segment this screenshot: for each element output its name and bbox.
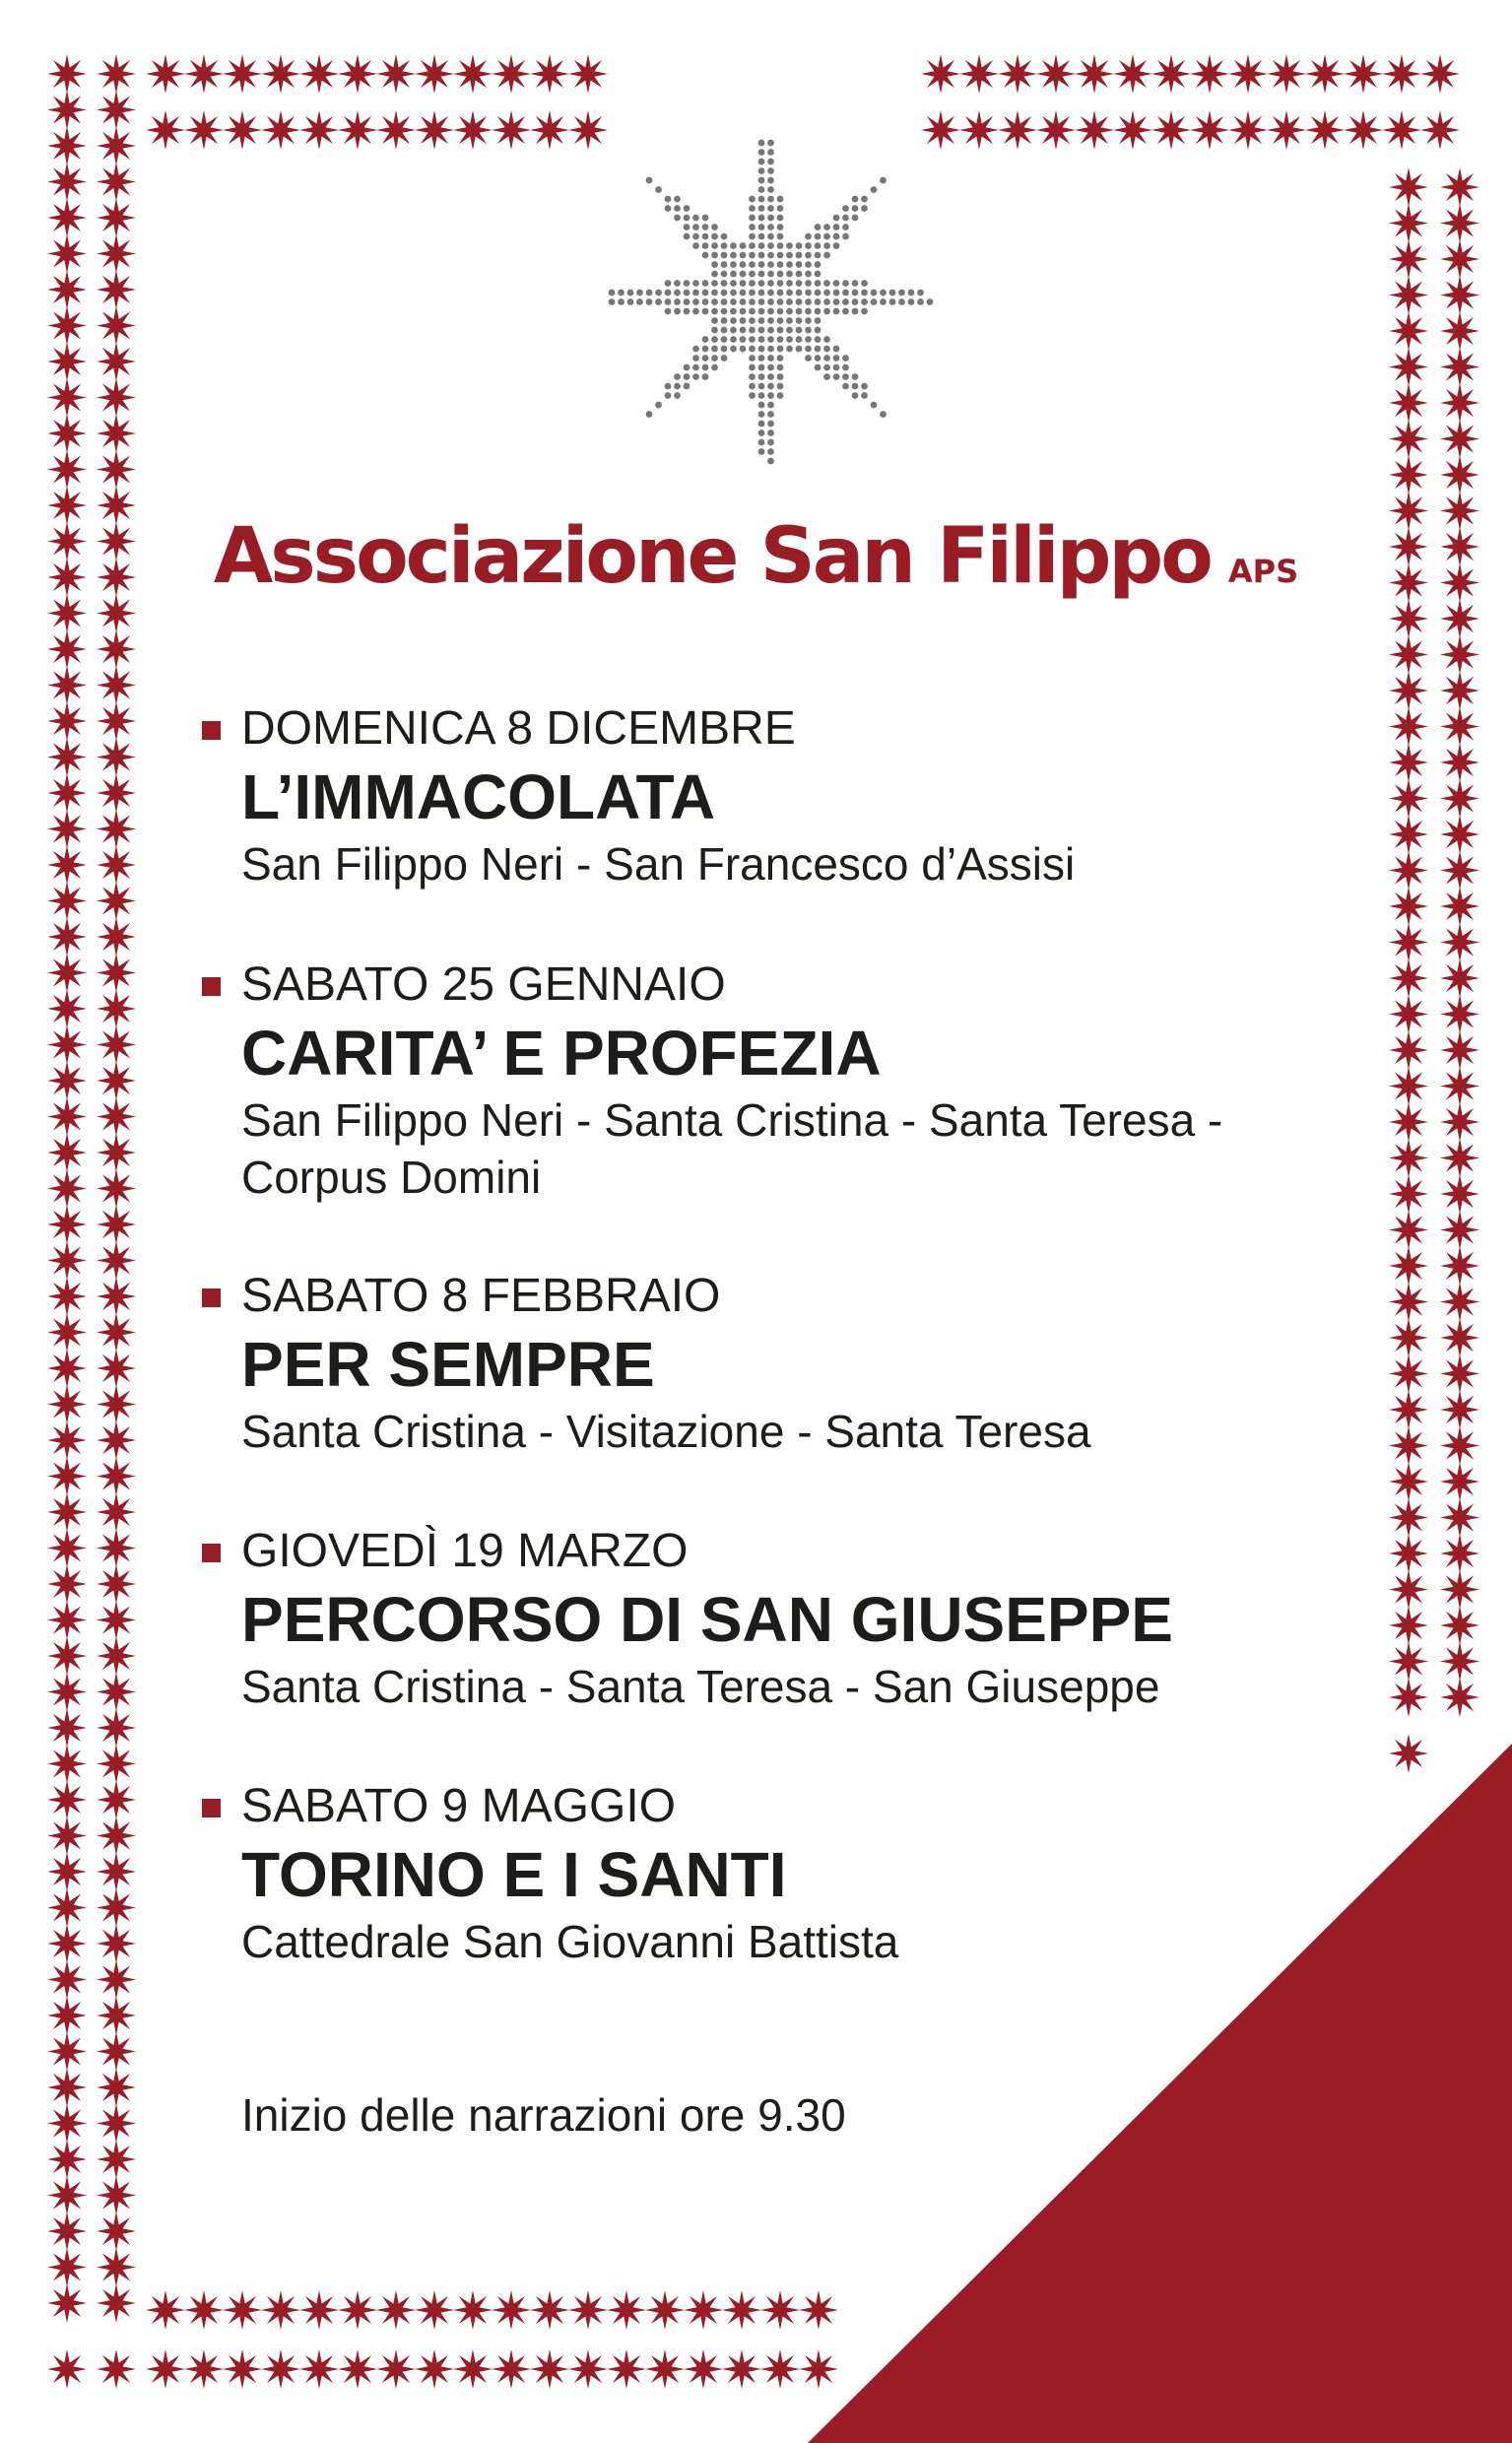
event-title: PER SEMPRE — [241, 1329, 655, 1400]
event-title: TORINO E I SANTI — [241, 1839, 787, 1910]
association-suffix: APS — [1227, 553, 1299, 590]
event-churches: Santa Cristina - Visitazione - Santa Teresa — [241, 1406, 1091, 1457]
event-item — [202, 1777, 1364, 1970]
event-date: SABATO 9 MAGGIO — [241, 1780, 676, 1832]
event-date: SABATO 8 FEBBRAIO — [241, 1270, 721, 1322]
event-churches: San Filippo Neri - Santa Cristina - Santa Teresa - Corpus Domini — [241, 1094, 1223, 1203]
bullet-marker — [202, 1544, 221, 1562]
event-churches: Santa Cristina - Santa Teresa - San Giuseppe — [241, 1661, 1160, 1712]
event-churches: Cattedrale San Giovanni Battista — [241, 1916, 899, 1967]
event-date: SABATO 25 GENNAIO — [241, 958, 726, 1011]
association-name: Associazione San Filippo — [213, 512, 1211, 601]
start-time-note: Inizio delle narrazioni ore 9.30 — [241, 2089, 846, 2141]
event-item — [202, 1522, 1364, 1715]
event-title: CARITA’ E PROFEZIA — [241, 1018, 882, 1089]
bullet-marker — [202, 1799, 221, 1817]
event-item — [202, 956, 1364, 1206]
event-date: GIOVEDÌ 19 MARZO — [241, 1525, 689, 1577]
event-churches: San Filippo Neri - San Francesco d’Assisi — [241, 838, 1076, 890]
event-item — [202, 1267, 1364, 1460]
event-item — [202, 699, 1364, 892]
header — [0, 512, 1512, 601]
event-title: PERCORSO DI SAN GIUSEPPE — [241, 1584, 1173, 1655]
bullet-marker — [202, 721, 221, 740]
event-title: L’IMMACOLATA — [241, 761, 716, 832]
bullet-marker — [202, 1288, 221, 1307]
event-date: DOMENICA 8 DICEMBRE — [241, 702, 796, 755]
bullet-marker — [202, 977, 221, 996]
dotted-star-logo-icon — [609, 140, 934, 465]
